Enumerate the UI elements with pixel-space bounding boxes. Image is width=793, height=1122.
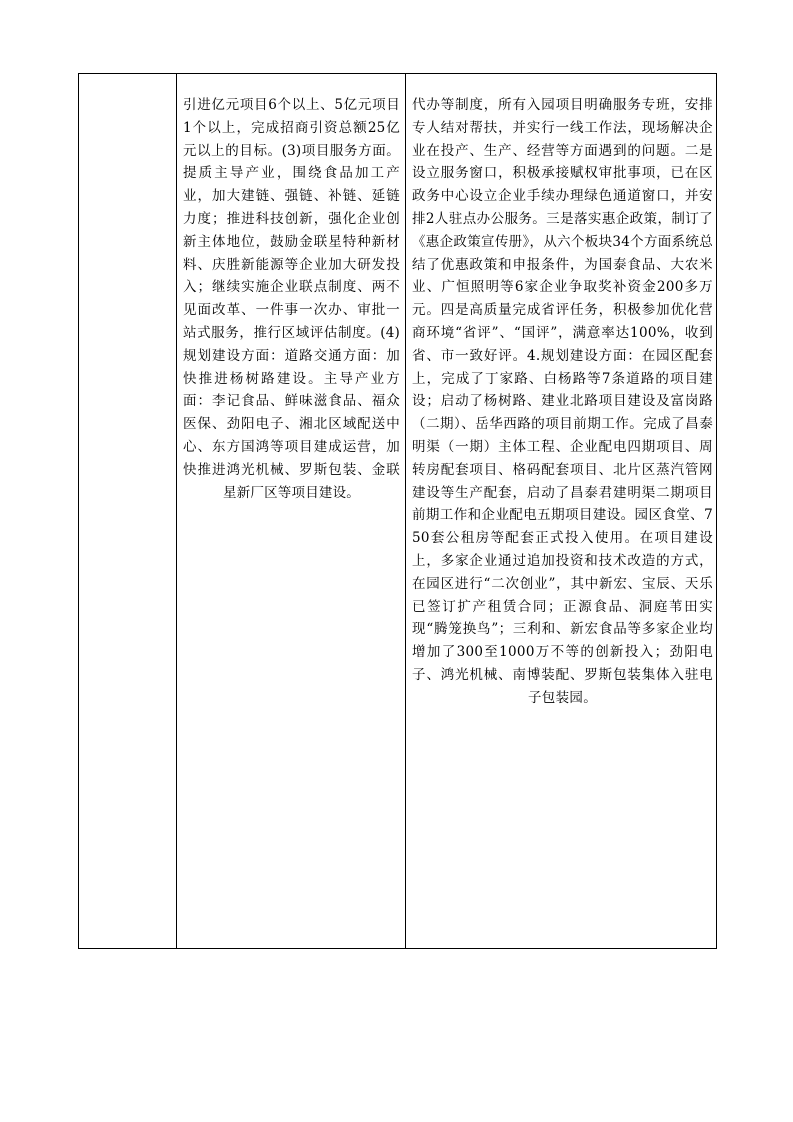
- cell-text-progress: 代办等制度，所有入园项目明确服务专班，安排专人结对帮扶，并实行一线工作法，现场解决企业在投产、生产、经营等方面遇到的问题。二是设立服务窗口，积极承接赋权审批事项，已在区政务中心设立企业手续办理绿色通道窗口，并安排2人驻点办公服务。三是落实惠企政策，制订了《惠企政策宣传册》，从六个板块34个方面系统总结了优惠政策和申报条件，为国泰食品、大农米业、广恒照明等6家企业争取奖补资金200多万元。四是高质量完成省评任务，积极参加优化营商环境“省评”、“国评”，满意率达100%，收到省、市一致好评。4.规划建设方面：在园区配套上，完成了丁家路、白杨路等7条道路的项目建设；启动了杨树路、建业北路项目建设及富岗路（二期）、岳华西路的项目前期工作。完成了昌泰明渠（一期）主体工程、企业配电四期项目、周转房配套项目、格码配套项目、北片区蒸汽管网建设等生产配套，启动了昌泰君建明渠二期项目前期工作和企业配电五期项目建设。园区食堂、750套公租房等配套正式投入使用。在项目建设上，多家企业通过追加投资和技术改造的方式，在园区进行“二次创业”，其中新宏、宝辰、天乐已签订扩产租赁合同；正源食品、洞庭苇田实现“腾笼换鸟”；三利和、新宏食品等多家企业均增加了300至1000万不等的创新投入；劲阳电子、鸿光机械、南博装配、罗斯包装集体入驻电子包装园。: [412, 97, 713, 706]
- table-cell-plan: [177, 74, 405, 948]
- cell-text-plan: 引进亿元项目6个以上、5亿元项目1个以上，完成招商引资总额25亿元以上的目标。(3)项目服务方面。提质主导产业，围绕食品加工产业，加大建链、强链、补链、延链力度；推进科技创新，强化企业创新主体地位，鼓励金联星特种新材料、庆胜新能源等企业加大研发投入；继续实施企业联点制度、两不见面改革、一件事一次办、审批一站式服务，推行区域评估制度。(4)规划建设方面：道路交通方面：加快推进杨树路建设。主导产业方面：李记食品、鲜味滋食品、福众医保、劲阳电子、湘北区域配送中心、东方国鸿等项目建成运营，加快推进鸿光机械、罗斯包装、金联星新厂区等项目建设。: [183, 97, 400, 501]
- content-table: [78, 73, 717, 949]
- table-cell-progress: [406, 74, 717, 948]
- table-cell-first-column: [79, 74, 176, 948]
